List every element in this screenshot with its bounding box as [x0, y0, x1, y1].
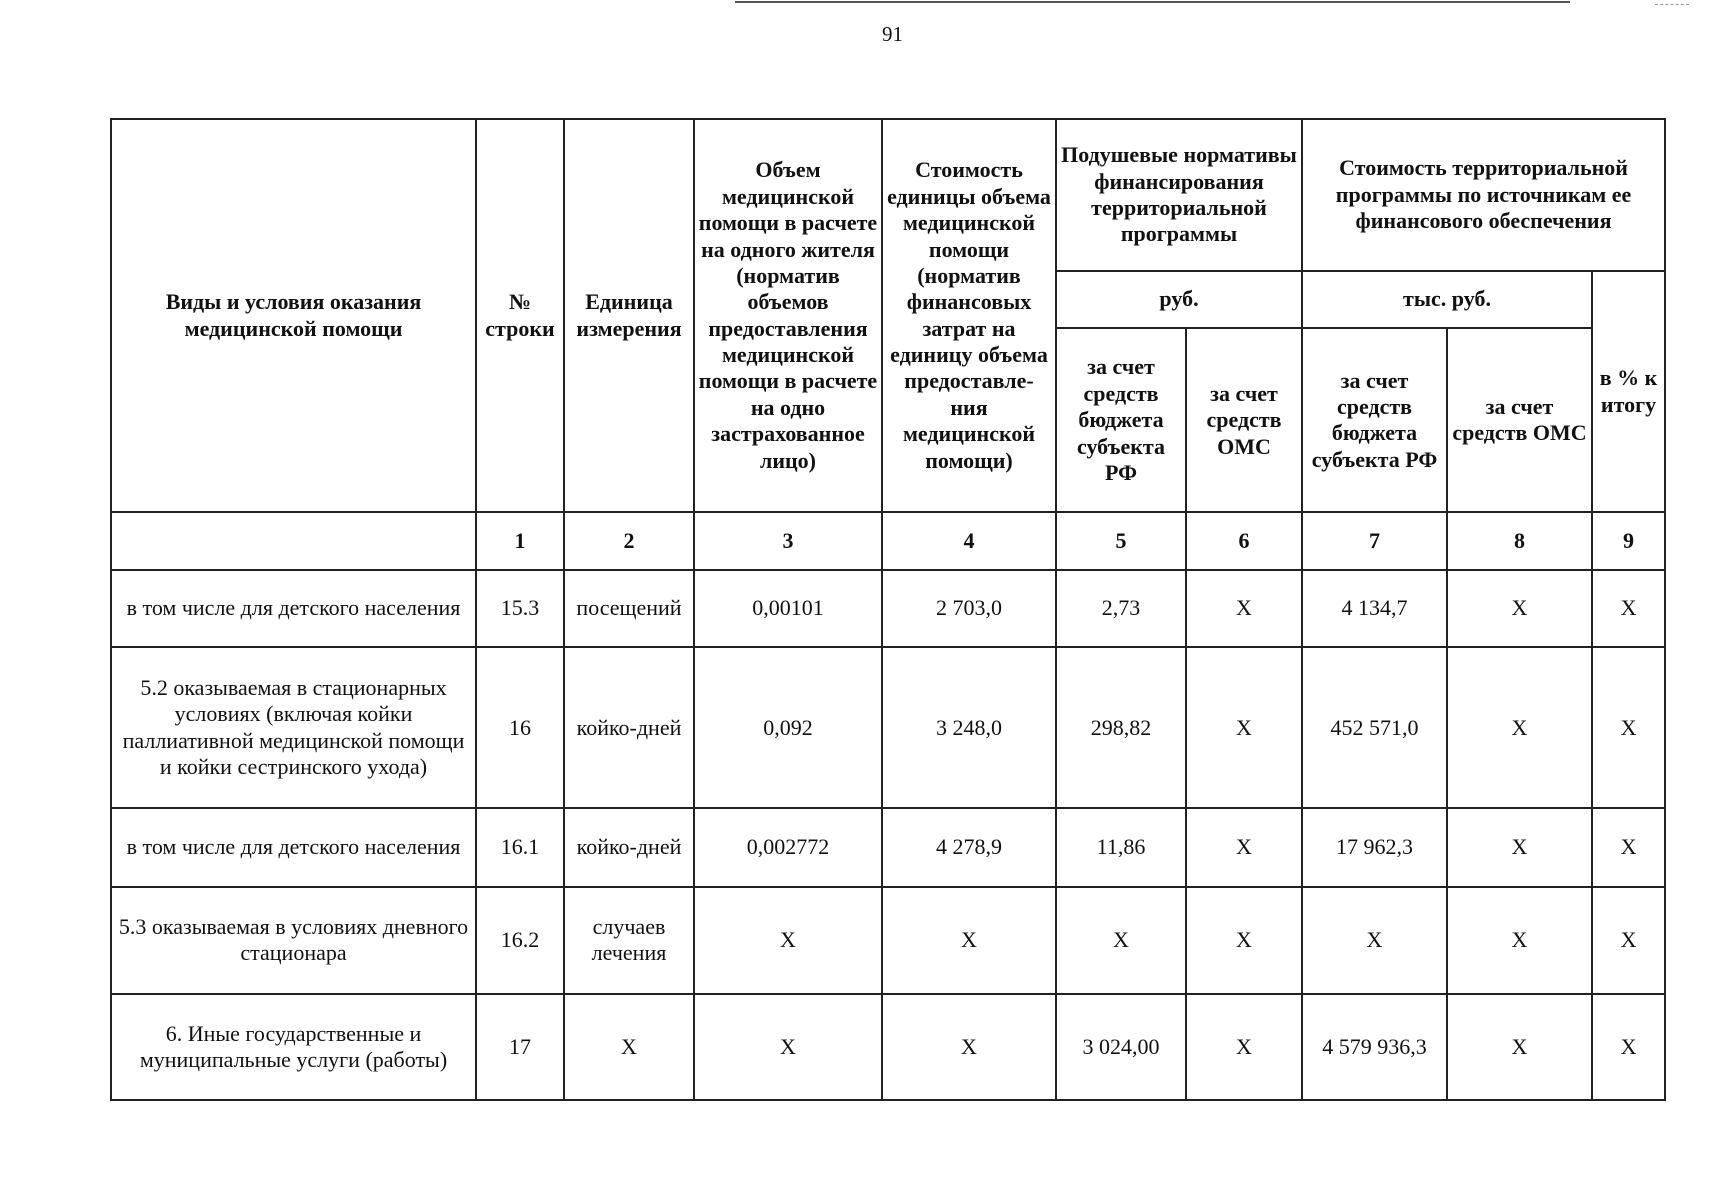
row-oms-k: X — [1447, 887, 1592, 995]
header-per-capita: Подушевые нормативы финансирования территориальной программы — [1056, 119, 1302, 271]
row-cost: 2 703,0 — [882, 570, 1056, 647]
data-table — [110, 118, 1666, 1101]
row-cost: X — [882, 887, 1056, 995]
row-cost: 4 278,9 — [882, 808, 1056, 886]
row-volume: 0,002772 — [694, 808, 882, 886]
header-unit: Единица измерения — [564, 119, 694, 512]
top-rule — [735, 1, 1570, 3]
row-oms-k: X — [1447, 570, 1592, 647]
header-program-cost: Стоимость территориальной программы по источникам ее финансового обеспечения — [1302, 119, 1665, 271]
row-budget: X — [1056, 887, 1186, 995]
column-number: 9 — [1592, 512, 1665, 569]
row-number: 17 — [476, 994, 564, 1100]
table-row — [111, 887, 1665, 995]
row-budget-k: 4 579 936,3 — [1302, 994, 1447, 1100]
row-unit: посещений — [564, 570, 694, 647]
row-percent: X — [1592, 647, 1665, 808]
column-number: 1 — [476, 512, 564, 569]
column-number: 2 — [564, 512, 694, 569]
row-number: 16.2 — [476, 887, 564, 995]
row-volume: 0,00101 — [694, 570, 882, 647]
header-budget: за счет средств бюджета субъекта РФ — [1056, 328, 1186, 512]
row-oms-k: X — [1447, 647, 1592, 808]
row-number: 16.1 — [476, 808, 564, 886]
header-row-no: № строки — [476, 119, 564, 512]
row-percent: X — [1592, 570, 1665, 647]
header-thous-rub: тыс. руб. — [1302, 271, 1592, 328]
column-number: 6 — [1186, 512, 1302, 569]
table-row — [111, 808, 1665, 886]
row-name: 5.3 оказываемая в условиях дневного стационара — [111, 887, 476, 995]
row-name: 5.2 оказываемая в стационарных условиях (включая койки паллиативной медицинской помощи и койки сестринского ухода) — [111, 647, 476, 808]
row-budget: 11,86 — [1056, 808, 1186, 886]
row-unit: койко-дней — [564, 808, 694, 886]
row-budget: 298,82 — [1056, 647, 1186, 808]
row-unit: случаев лечения — [564, 887, 694, 995]
row-name: в том числе для детского населения — [111, 808, 476, 886]
column-number: 8 — [1447, 512, 1592, 569]
row-volume: X — [694, 994, 882, 1100]
row-name: в том числе для детского населения — [111, 570, 476, 647]
header-oms: за счет средств ОМС — [1186, 328, 1302, 512]
header-kind: Виды и условия оказания медицинской помощи — [111, 119, 476, 512]
row-number: 16 — [476, 647, 564, 808]
corner-mark — [1655, 4, 1689, 5]
row-budget-k: 4 134,7 — [1302, 570, 1447, 647]
column-number: 3 — [694, 512, 882, 569]
row-volume: 0,092 — [694, 647, 882, 808]
row-budget-k: 452 571,0 — [1302, 647, 1447, 808]
row-cost: 3 248,0 — [882, 647, 1056, 808]
table-row — [111, 994, 1665, 1100]
column-number-empty — [111, 512, 476, 569]
row-budget: 3 024,00 — [1056, 994, 1186, 1100]
column-number: 7 — [1302, 512, 1447, 569]
row-oms: X — [1186, 647, 1302, 808]
row-percent: X — [1592, 994, 1665, 1100]
column-number: 4 — [882, 512, 1056, 569]
row-budget: 2,73 — [1056, 570, 1186, 647]
row-oms-k: X — [1447, 994, 1592, 1100]
header-percent: в % к итогу — [1592, 271, 1665, 512]
header-oms-k: за счет средств ОМС — [1447, 328, 1592, 512]
row-budget-k: 17 962,3 — [1302, 808, 1447, 886]
row-cost: X — [882, 994, 1056, 1100]
row-unit: койко-дней — [564, 647, 694, 808]
row-percent: X — [1592, 808, 1665, 886]
row-volume: X — [694, 887, 882, 995]
header-volume: Объем медицинской помощи в расчете на одного жителя (норматив объемов предоставления медицинской помощи в расчете на одно застрахованное лицо) — [694, 119, 882, 512]
column-number: 5 — [1056, 512, 1186, 569]
table-row — [111, 647, 1665, 808]
row-oms-k: X — [1447, 808, 1592, 886]
row-unit: X — [564, 994, 694, 1100]
row-oms: X — [1186, 887, 1302, 995]
row-percent: X — [1592, 887, 1665, 995]
header-rub: руб. — [1056, 271, 1302, 328]
page-number: 91 — [882, 22, 903, 46]
row-budget-k: X — [1302, 887, 1447, 995]
table-row — [111, 570, 1665, 647]
header-budget-k: за счет средств бюджета субъекта РФ — [1302, 328, 1447, 512]
row-name: 6. Иные государственные и муниципальные услуги (работы) — [111, 994, 476, 1100]
row-oms: X — [1186, 808, 1302, 886]
row-number: 15.3 — [476, 570, 564, 647]
header-cost: Стоимость единицы объема медицинской помощи (норматив финансовых затрат на единицу объема предоставле-ния медицинской помощи) — [882, 119, 1056, 512]
row-oms: X — [1186, 994, 1302, 1100]
row-oms: X — [1186, 570, 1302, 647]
